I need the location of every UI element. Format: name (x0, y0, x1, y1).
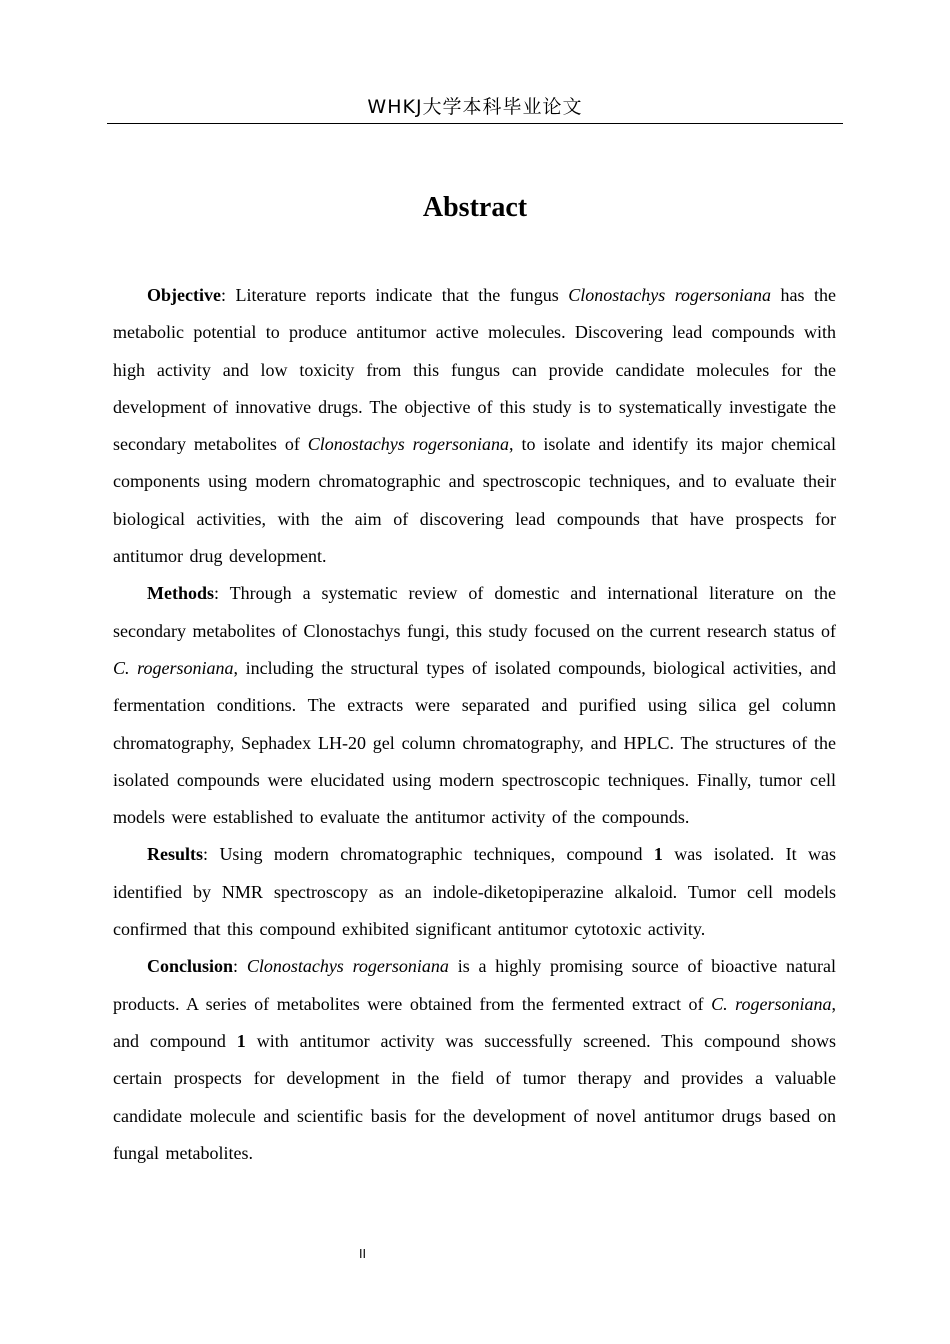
results-text-2: was isolated. It was identified by NMR spectroscopy as an indole-diketopiperazine alkaloid. Tumor cell models confirmed that this compound exhibited significant antitumor cytotoxic activity. (113, 844, 836, 940)
species-name: C. rogersoniana (113, 657, 234, 678)
methods-text-1: Through a systematic review of domestic and international literature on the secondary metabolites of Clonostachys fungi, this study focused on the current research status of (113, 583, 836, 641)
objective-paragraph (113, 277, 836, 575)
methods-label: Methods (147, 583, 214, 604)
conclusion-label: Conclusion (147, 956, 234, 977)
results-paragraph (113, 836, 836, 948)
species-name: Clonostachys rogersoniana (307, 434, 510, 455)
conclusion-paragraph (113, 948, 836, 1172)
compound-number: 1 (653, 844, 663, 865)
species-name: Clonostachys rogersoniana (246, 956, 449, 977)
conclusion-text-1: is a highly promising source of bioactive natural products. A series of metabolites were obtained from the fermented extract of (113, 956, 836, 1014)
conclusion-text-3: with antitumor activity was successfully screened. This compound shows certain prospects for development in the field of tumor therapy and provides a valuable candidate molecule and scientific basis for the development of novel antitumor drugs based on fungal metabolites. (113, 1030, 837, 1163)
abstract-title: Abstract (422, 192, 528, 223)
separator: : (220, 285, 236, 305)
page-header (107, 94, 843, 124)
results-text-1: Using modern chromatographic techniques, compound (219, 844, 654, 865)
objective-text-3: , to isolate and identify its major chemical components using modern chromatographic and spectroscopic techniques, and to evaluate their biological activities, with the aim of discovering lead compounds that have prospects for antitumor drug development. (113, 434, 836, 567)
methods-text-2: , including the structural types of isolated compounds, biological activities, and fermentation conditions. The extracts were separated and purified using silica gel column chromatography, Sephadex LH-20 gel column chromatography, and HPLC. The structures of the isolated compounds were elucidated using modern spectroscopic techniques. Finally, tumor cell models were established to evaluate the antitumor activity of the compounds. (113, 657, 836, 828)
header-text: WHKJ大学本科毕业论文 (367, 96, 583, 118)
compound-number: 1 (236, 1030, 246, 1051)
separator: : (233, 956, 247, 977)
methods-paragraph (113, 575, 836, 836)
objective-text-1: Literature reports indicate that the fungus (235, 285, 569, 305)
page-number: II (359, 1247, 367, 1261)
abstract-body (113, 277, 836, 1172)
objective-label: Objective (147, 285, 221, 305)
separator: : (203, 844, 220, 865)
species-name: Clonostachys rogersoniana (568, 285, 772, 305)
objective-text-2: has the metabolic potential to produce antitumor active molecules. Discovering lead compounds with high activity and low toxicity from this fungus can provide candidate molecules for the development of innovative drugs. The objective of this study is to systematically investigate the secondary metabolites of (113, 285, 837, 455)
species-name: C. rogersoniana (711, 993, 832, 1014)
separator: : (214, 583, 230, 604)
results-label: Results (147, 844, 204, 865)
conclusion-text-2: , and compound (113, 993, 837, 1051)
